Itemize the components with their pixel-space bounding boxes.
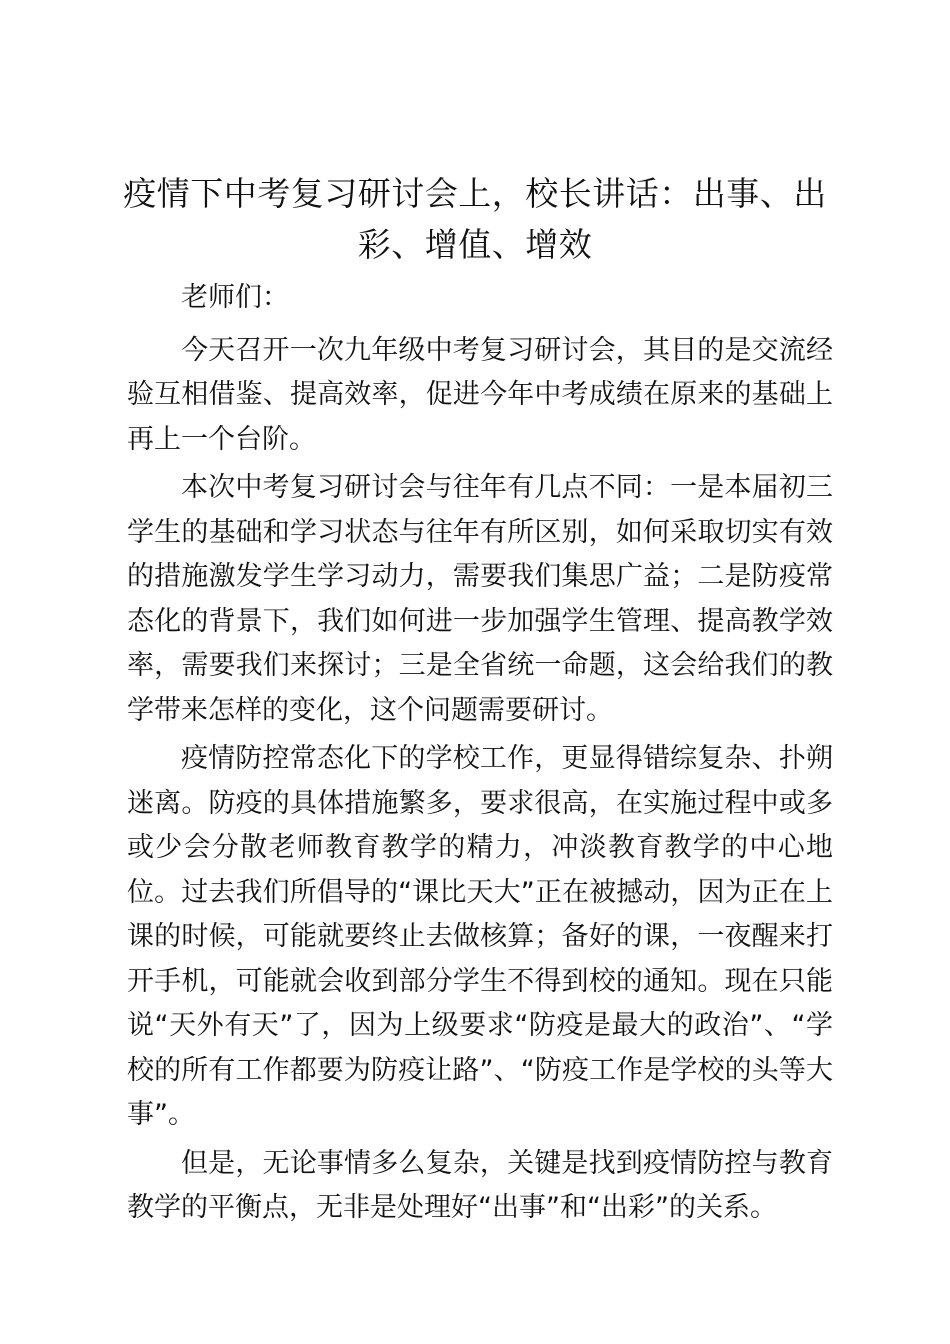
paragraph: 但是，无论事情多么复杂，关键是找到疫情防控与教育教学的平衡点，无非是处理好“出事”和“出彩”的关系。 (127, 1147, 833, 1223)
paragraph: 本次中考复习研讨会与往年有几点不同：一是本届初三学生的基础和学习状态与往年有所区别，如何采取切实有效的措施激发学生学习动力，需要我们集思广益；二是防疫常态化的背景下，我们如何进一步加强学生管理、提高教学效率，需要我们来探讨；三是全省统一命题，这会给我们的教学带来怎样的变化，这个问题需要研讨。 (127, 472, 833, 726)
document-body (127, 276, 833, 1235)
paragraph: 今天召开一次九年级中考复习研讨会，其目的是交流经验互相借鉴、提高效率，促进今年中考成绩在原来的基础上再上一个台阶。 (127, 334, 833, 455)
document-title: 疫情下中考复习研讨会上，校长讲话：出事、出彩、增值、增效 (123, 174, 827, 264)
paragraph: 疫情防控常态化下的学校工作，更显得错综复杂、扑朔迷离。防疫的具体措施繁多，要求很高，在实施过程中或多或少会分散老师教育教学的精力，冲淡教育教学的中心地位。过去我们所倡导的“课比天大”正在被撼动，因为正在上课的时候，可能就要终止去做核算；备好的课，一夜醒来打开手机，可能就会收到部分学生不得到校的通知。现在只能说“天外有天”了，因为上级要求“防疫是最大的政治”、“学校的所有工作都要为防疫让路”、“防疫工作是学校的头等大事”。 (127, 743, 833, 1130)
salutation: 老师们： (181, 282, 289, 313)
